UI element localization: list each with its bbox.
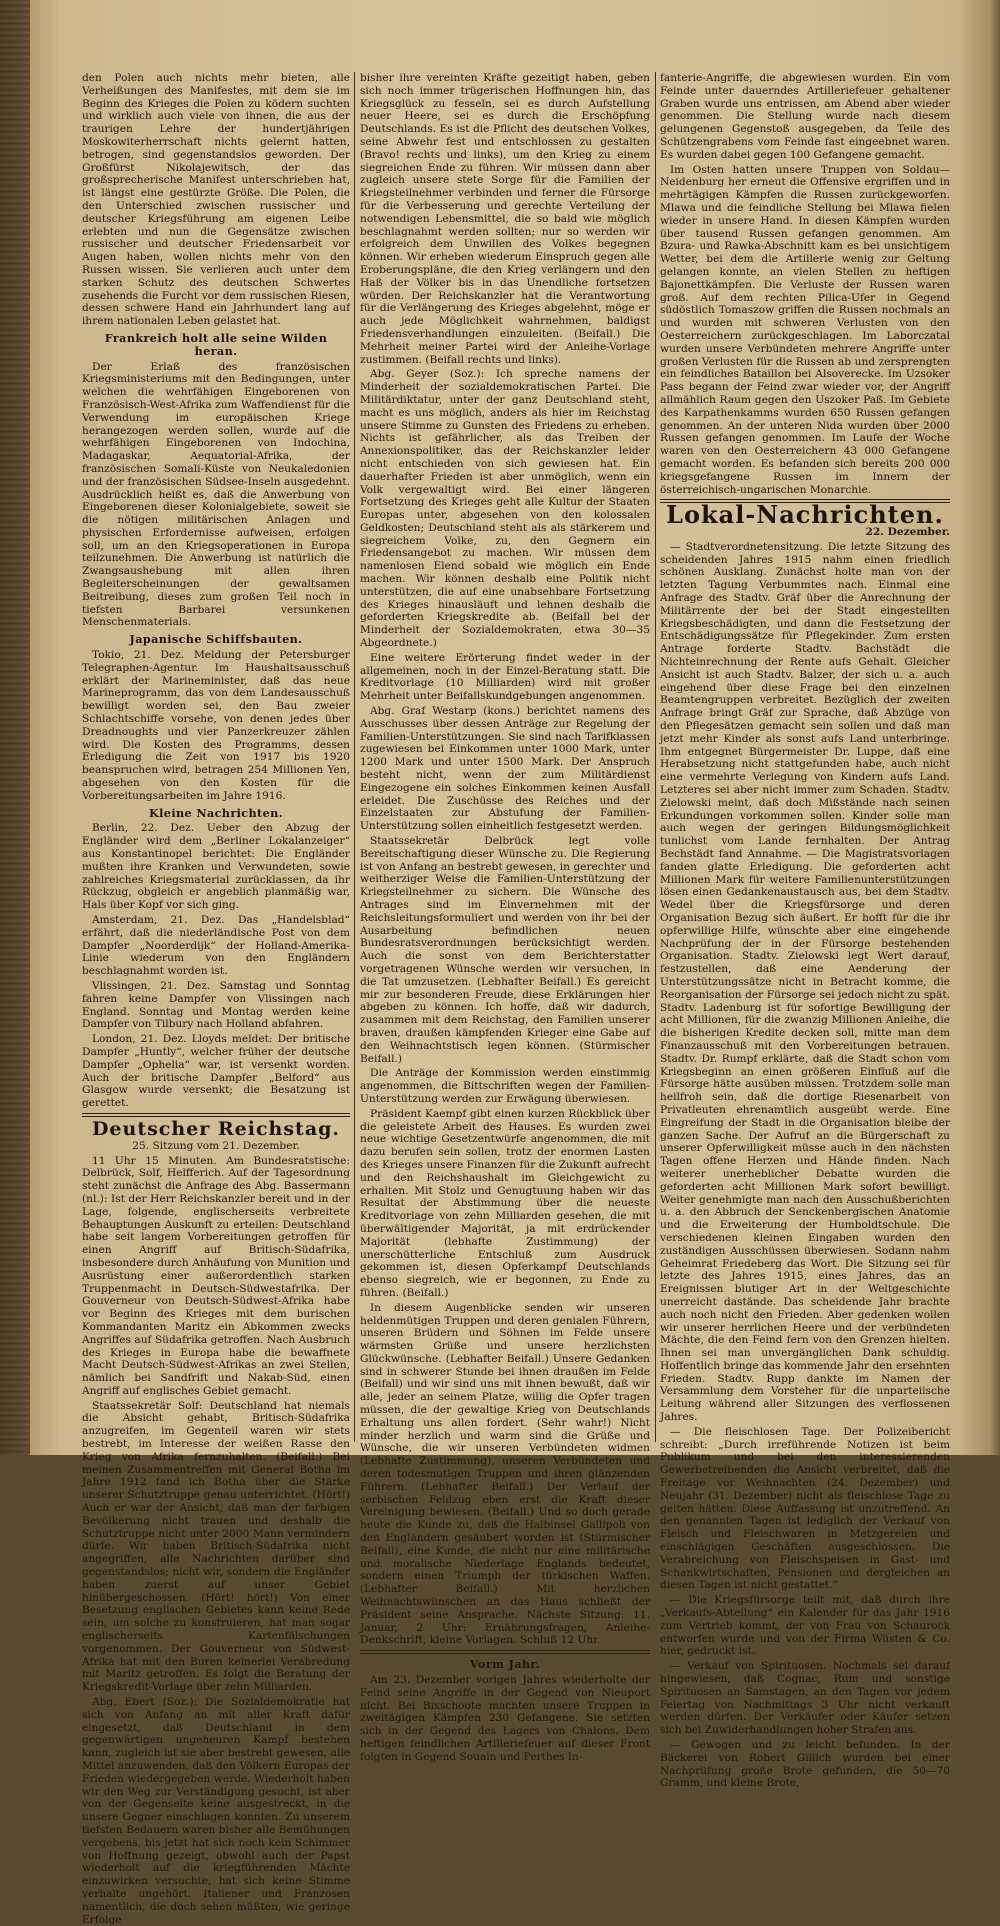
- headline-japanische-schiffsbauten: Japanische Schiffsbauten.: [129, 632, 303, 647]
- article-paragraph: Abg. Graf Westarp (kons.) berichtet namens des Ausschusses über dessen Anträge zur Regelung der Familien-Unterstützungen. Sie sind nach Tarifklassen zugewiesen bei Einkommen unter 1000 Mark, unter 1200 Mark und unter 1500 Mark. Der Anspruch besteht nicht, wenn der zum Militärdienst Eingezogene ein solches Einkommen keinen Ausfall erleidet. Die Zuschüsse des Reiches und der Einzelstaaten zur Abstufung der Familien-Unterstützung sollen einheitlich festgesetzt werden.: [360, 705, 650, 833]
- news-item: — Die Kriegsfürsorge teilt mit, daß durch ihre „Verkaufs-Abteilung“ ein Kalender für das Jahr 1916 zum Vertrieb kommt, der von Frau von Schaurock entworfen wurde und von der Firma Wüsten & Co. hier, gedruckt ist.: [660, 1594, 950, 1658]
- headline-vorm-jahr: Vorm Jahr.: [469, 1657, 541, 1672]
- article-paragraph: Präsident Kaempf gibt einen kurzen Rückblick über die geleistete Arbeit des Hauses. Es wurden zwei neue wichtige Gesetzentwürfe angenommen, die mit dazu berufen sein sollen, trotz der enormen Lasten des Krieges unsere Finanzen für die Zukunft aufrecht und den Reichshaushalt im Gleichgewicht zu erhalten. Mit Stolz und Genugtuung haben wir das Resultat der Abstimmung über die neueste Kreditvorlage von zehn Milliarden gesehen, die mit überwältigender Majorität, ja mit erdrückender Majorität (lebhafte Zustimmung) der unerschütterliche Entschluß zum Ausdruck gekommen ist, diesen Opferkampf Deutschlands ebenso siegreich, wie er begonnen, zu Ende zu führen. (Beifall.): [360, 1107, 650, 1299]
- section-divider: [82, 1113, 350, 1117]
- section-divider: [360, 1650, 650, 1654]
- news-item: — Verkauf von Spirituosen. Nochmals sei darauf hingewiesen, daß Cognac, Rum und sonstige Spirituosen an Samstagen, an den Tagen vor jedem Feiertag von Nachmittags 3 Uhr nicht verkauft werden dürfen. Der Verkäufer oder Käufer setzen sich bei Zuwiderhandlungen hoher Strafen aus.: [660, 1660, 950, 1737]
- article-paragraph: Staatssekretär Delbrück legt volle Bereitschaftigung dieser Wünsche zu. Die Regierung ist von Anfang an bestrebt gewesen, in gerechter und weitherziger Weise die Familien-Unterstützung der Kriegsteilnehmer zu sichern. Die Wünsche des Antrages sind im Einvernehmen mit der Reichsleitungsformuliert und werden von ihr bei der Ausarbeitung befindlichen neuen Bundesratsverordnungen berücksichtigt werden. Auch die sonst von dem Berichterstatter vorgetragenen Wünsche werden wir versuchen, in die Tat umzusetzen. (Lebhafter Beifall.) Es gereicht mir zur besonderen Freude, diese Erklärungen hier abgeben zu können. Ich hoffe, daß wir dadurch, zusammen mit dem Reichstag, den Familien unserer braven, draußen kämpfenden Krieger eine Gabe auf den Weihnachtstisch legen können. (Stürmischer Beifall.): [360, 835, 650, 1065]
- article-paragraph: Staatssekretär Solf: Deutschland hat niemals die Absicht gehabt, Britisch-Südafrika anzugreifen, im Gegenteil waren wir stets bestrebt, im Interesse der weißen Rasse den Krieg von Afrika fernzuhalten. (Beifall.) Bei meinen Zusammentreffen mit General Botha im Jahre 1912 fand ich Botha über die Stärke unserer Schutztruppe genau unterrichtet. (Hört!) Auch er war der Ansicht, daß man der farbigen Bevölkerung nicht trauen und deshalb die Schutztruppe nicht unter 2000 Mann vermindern dürfe. Wir haben Britisch-Südafrika nicht angegriffen, alle Nachrichten darüber sind gegenstandslos; nicht wir, sondern die Engländer haben zuerst auf unser Gebiet hinübergeschossen. (Hört! hört!) Von einer Besetzung englischen Gebietes kann keine Rede sein, um solche zu konstruieren, hat man sogar englischerseits Kartenfälschungen vorgenommen. Der Gouverneur von Südwest-Afrika hat mit den Buren keinerlei Verabredung mit Maritz getroffen. Es folgt die Beratung der Kriegskredit-Vorlage über zehn Milliarden.: [82, 1399, 350, 1694]
- news-item: Amsterdam, 21. Dez. Das „Handelsblad“ erfährt, daß die niederländische Post von dem Dampfer „Noorderdijk“ der Holland-Amerika-Linie wiederum von den Engländern beschlagnahmt worden ist.: [82, 914, 350, 978]
- headline-frankreich: Frankreich holt alle seine Wilden heran.: [104, 330, 328, 358]
- headline-kleine-nachrichten: Kleine Nachrichten.: [149, 805, 283, 820]
- article-paragraph: Am 23. Dezember vorigen Jahres wiederholte der Feind seine Angriffe in der Gegend von Nieuport nicht. Bei Bixschoote machten unsere Truppen in zweitägigen Kämpfen 230 Gefangene. Sie setzten sich in der Gegend des Lagers von Chalons. Dem heftigen feindlichen Artilleriefeuer auf dieser Front folgten in Gegend Souain und Perthes In-: [360, 1674, 650, 1763]
- article-continuation: fanterie-Angriffe, die abgewiesen wurden. Ein vom Feinde unter dauerndes Artilleriefeuer gehaltener Graben wurde uns entrissen, am Abend aber wieder genommen. Die Stellung wurde nach diesem gelungenen Gegenstoß ausgegeben, da Teile des Schützengrabens vom Feinde fast eingeebnet waren. Es wurden dabei gegen 100 Gefangene gemacht.: [660, 72, 950, 161]
- article-paragraph: Eine weitere Erörterung findet weder in der allgemeinen, noch in der Einzel-Beratung statt. Die Kreditvorlage (10 Milliarden) wird mit großer Mehrheit unter Beifallskundgebungen angenommen.: [360, 651, 650, 703]
- article-paragraph: 11 Uhr 15 Minuten. Am Bundesratstische: Delbrück, Solf, Helfferich. Auf der Tagesordnung steht zunächst die Anfrage des Abg. Bassermann (nl.): Ist der Herr Reichskanzler bereit und in der Lage, folgende, englischerseits verbreitete Behauptungen Auskunft zu erteilen: Deutschland habe seit langem Vorbereitungen getroffen für einen Angriff auf Britisch-Südafrika, insbesondere durch Anhäufung von Munition und Ausrüstung einer außerordentlich starken Truppenmacht in Deutsch-Südwestafrika. Der Gouverneur von Deutsch-Südwest-Afrika habe vor Beginn des Krieges mit dem burischen Kommandanten Maritz ein Abkommen zwecks Angriffes auf Südafrika getroffen. Nach Ausbruch des Krieges in Europa habe die bewaffnete Macht Deutsch-Südwest-Afrikas an zwei Stellen, nämlich bei Sandfrift und Nakab-Süd, einen Angriff auf englisches Gebiet gemacht.: [82, 1154, 350, 1397]
- dateline: 22. Dezember.: [865, 526, 950, 539]
- column-3: [660, 72, 950, 1790]
- article-paragraph: Die Anträge der Kommission werden einstimmig angenommen, die Bittschriften wegen der Familien-Unterstützung werden zur Erwägung überwiesen.: [360, 1067, 650, 1105]
- news-item: — Die fleischlosen Tage. Der Polizeibericht schreibt: „Durch irreführende Notizen ist beim Publikum und bei den interessierenden Gewerbetreibenden die Ansicht verbreitet, daß die Freitage vor Weihnachten (24. Dezember) und Neujahr (31. Dezember) nicht als fleischlose Tage zu gelten hätten. Diese Auffassung ist unzutreffend. An den genannten Tagen ist lediglich der Verkauf von Fleisch und Fleischwaren in Metzgereien und einschlägigen Geschäften ausgeschlossen. Die Verabreichung von Fleischspeisen in Gast- und Schankwirtschaften, Pensionen und dergleichen an diesen Tagen ist nicht gestattet.“: [660, 1425, 950, 1592]
- article-paragraph: Im Osten hatten unsere Truppen von Soldau—Neidenburg her erneut die Offensive ergriffen und in mehrtägigen Kämpfen die Russen zurückgeworfen. Mlawa und die feindliche Stellung bei Mlawa fielen wieder in unsere Hand. In diesen Kämpfen wurden über tausend Russen gefangen genommen. Am Bzura- und Rawka-Abschnitt kam es bei unsichtigem Wetter, bei dem die Artillerie wenig zur Geltung gelangen konnte, an vielen Stellen zu heftigen Bajonettkämpfen. Die Verluste der Russen waren groß. Auf dem rechten Pilica-Ufer in Gegend südöstlich Tomaszow griffen die Russen nochmals an und wurden mit schweren Verlusten von den Oesterreichern zurückgeschlagen. Im Laborczatal wurden unsere Verbündeten mehrere Angriffe unter großen Verlusten für die Russen ab und zersprengten ein feindliches Bataillon bei Alsoverecke. Im Uzsoker Pass begann der Feind zwar wieder vor, der Angriff allmählich Raum gegen den Uszoker Paß. Im Gebiete des Karpathenkamms wurden 650 Russen gefangen genommen. An der unteren Nida wurden über 2000 Russen gefangen genommen. Im Laufe der Woche waren von den Oesterreichern 43 000 Gefangene gemacht worden. Es befanden sich bereits 200 000 kriegsgefangene Russen im Innern der österreichisch-ungarischen Monarchie.: [660, 163, 950, 496]
- article-paragraph: Tokio, 21. Dez. Meldung der Petersburger Telegraphen-Agentur. Im Haushaltsausschuß erklärt der Marineminister, daß das neue Marineprogramm, das von dem Landesausschuß bewilligt worden sei, den Bau zweier Schlachtschiffe vorsehe, von denen jedes über Dreadnoughts und vier Panzerkreuzer zählen wird. Die Kosten des Programms, dessen Erledigung die Zeit von 1917 bis 1920 beanspruchen wird, betragen 254 Millionen Yen, abgesehen von den Kosten für die Vorbereitungsarbeiten im Jahre 1916.: [82, 649, 350, 802]
- article-paragraph: In diesem Augenblicke senden wir unseren heldenmütigen Truppen und deren genialen Führern, unseren Brüdern und Söhnen im Felde unsere wärmsten Grüße und unsere herzlichsten Glückwünsche. (Lebhafter Beifall.) Unsere Gedanken sind in schwerer Stunde bei ihnen draußen im Felde (Beifall) und wir sind uns mit ihnen bewußt, daß wir alle, jeder an seinem Platze, willig die Opfer tragen müssen, die der gewaltige Krieg von Deutschlands Erhaltung uns allen fordert. (Sehr wahr!) Nicht minder herzlich und warm sind die Grüße und Wünsche, die wir unseren Verbündeten widmen (Lebhafte Zustimmung), unseren Verbündeten und deren todesmutigen Truppen und ihren glänzenden Führern. (Lebhafter Beifall.) Der Verlauf der serbischen Feldzug eben erst die Kraft dieser Vereinigung bewiesen. (Beifall.) Und so doch gerade heute die Kunde zu, daß die Halbinsel Gallipoli von den Engländern gesäubert worden ist (Stürmischer Beifall), eine Kunde, die nicht nur eine militärische und moralische Niederlage Englands bedeutet, sondern einen Triumph der türkischen Waffen. (Lebhafter Beifall.) Mit herzlichen Weihnachtswünschen an das Haus schließt der Präsident seine Ansprache. Nächste Sitzung: 11. Januar, 2 Uhr: Ernährungsfragen, Anleihe-Denkschrift, kleine Vorlagen. Schluß 12 Uhr.: [360, 1301, 650, 1647]
- news-item: Berlin, 22. Dez. Ueber den Abzug der Engländer wird dem „Berliner Lokalanzeiger“ aus Konstantinopel berichtet: Die Engländer mußten ihre Kranken und Verwundeten, sowie zahlreiches Kriegsmaterial zurücklassen, da ihr Rückzug, obgleich er angeblich planmäßig war, Hals über Kopf vor sich ging.: [82, 822, 350, 912]
- article-paragraph: Abg. Ebert (Soz.): Die Sozialdemokratie hat sich von Anfang an mit aller Kraft dafür eingesetzt, daß Deutschland in dem gegenwärtigen ungeheuren Kampf bestehen kann, zugleich ist sie aber bestrebt gewesen, alle Mittel anzuwenden, daß den Völkern Europas der Frieden wiedergegeben werde. Wiederholt haben wir den Weg zur Verständigung gesucht, ist aber von der Gegenseite keine ausgestreckt, in die unsere Gegner einschlagen konnten. Zu unserem tiefsten Bedauern waren bisher alle Bemühungen vergebens, bis jetzt hat sich noch kein Schimmer von Hoffnung gezeigt, obwohl auch der Papst wiederholt auf die kriegführenden Mächte einzuwirken versuchte, hat sich keine Stimme verhalte ungehört. Italiener und Franzosen namentlich, die doch sehen müßten, wie geringe Erfolge: [82, 1696, 350, 1926]
- article-paragraph: Abg. Geyer (Soz.): Ich spreche namens der Minderheit der sozialdemokratischen Partei. Die Militärdiktatur, unter der ganz Deutschland steht, macht es uns möglich, anders als hier im Reichstag unsere Stimme zu Gunsten des Friedens zu erheben. Nichts ist gefährlicher, als das Treiben der Annexionspolitiker, das der Reichskanzler leider nicht entschieden von sich gewiesen hat. Ein dauerhafter Frieden ist aber unmöglich, wenn ein Volk vergewaltigt wird. Bei einer längeren Fortsetzung des Krieges geht alle Kultur der Staaten Europas unter, abgesehen von den kolossalen Geldkosten; Deutschland steht als als stärkerem und siegreichem Volke, zu, den Gegnern ein Friedensangebot zu machen. Wir müssen dem namenlosen Elend sobald wie möglich ein Ende machen. Wir können deshalb eine Politik nicht unterstützen, die auf eine unabsehbare Fortsetzung des Krieges hinausläuft und lehnen deshalb die geforderten Kriegskredite ab. (Beifall bei der Minderheit der Sozialdemokraten, etwa 30—35 Abgeordnete.): [360, 368, 650, 650]
- newspaper-page: [72, 72, 972, 1926]
- column-rule: [354, 72, 355, 1442]
- session-info: 25. Sitzung vom 21. Dezember.: [132, 1139, 300, 1152]
- news-item: London, 21. Dez. Lloyds meldet: Der britische Dampfer „Huntly“, welcher früher der deutsche Dampfer „Ophelia“ war, ist versenkt worden. Auch der britische Dampfer „Belford“ aus Glasgow wurde versenkt; die Besatzung ist gerettet.: [82, 1033, 350, 1110]
- article-paragraph: Der Erlaß des französischen Kriegsministeriums mit den Bedingungen, unter welchen die wehrfähigen Eingeborenen von Französisch-West-Afrika zum Waffendienst für die Verwendung im europäischen Kriege herangezogen werden sollen, wurde auf die wehrfähigen Eingeborenen von Indochina, Madagaskar, Aequatorial-Afrika, der französischen Somali-Küste von Neukaledonien und der französischen Südsee-Inseln ausgedehnt. Ausdrücklich heißt es, daß die Anwerbung von Eingeborenen dieser Kolonialgebiete, soweit sie die nötigen militärischen Anlagen und physischen Erfordernisse aufweisen, erfolgen soll, um an den Kriegsoperationen in Europa teilzunehmen. Die Anwerbung ist natürlich die Zwangsaushebung mit allen ihren Begleiterscheinungen der gewaltsamen Beitreibung, dieses zum großen Teil noch in tiefsten Barbarei versunkenen Menschenmaterials.: [82, 360, 350, 629]
- article-continuation: bisher ihre vereinten Kräfte gezeitigt haben, geben sich noch immer trügerischen Hoffnungen hin, das Kriegsglück zu fesseln, sei es durch Aufstellung neuer Heere, sei es durch die Erschöpfung Deutschlands. Es ist die Pflicht des deutschen Volkes, seine Abwehr fest und entschlossen zu gestalten (Bravo! rechts und links), um den Krieg zu einem siegreichen Ende zu führen. Wir müssen dann aber zugleich unsere stete Sorge für die Familien der Kriegsteilnehmer verbinden und ferner die Fürsorge für die Verbesserung und gerechte Verteilung der notwendigen Lebensmittel, die so bald wie möglich beschlagnahmt werden sollten; nur so werden wir erfolgreich dem Unwillen des Volkes begegnen können. Wir erheben wiederum Einspruch gegen alle Eroberungspläne, die den Krieg verlängern und den Haß der Völker bis in das Unendliche fortsetzen würden. Der Reichskanzler hat die Verantwortung für die Verlängerung des Krieges abgelehnt, möge er auch jede Möglichkeit wahrnehmen, baldigst Friedensverhandlungen einzuleiten. (Beifall.) Die Mehrheit meiner Partei wird der Anleihe-Vorlage zustimmen. (Beifall rechts und links).: [360, 72, 650, 366]
- book-binding-edge: [0, 0, 30, 1455]
- news-item: Vlissingen, 21. Dez. Samstag und Sonntag fahren keine Dampfer von Vlissingen nach England. Sonntag und Montag werden keine Dampfer von Tilbury nach Holland abfahren.: [82, 979, 350, 1031]
- column-2: [360, 72, 650, 1763]
- column-1: [82, 72, 350, 1926]
- news-item: — Gewogen und zu leicht befunden. In der Bäckerei von Robert Gillich wurden bei einer Nachprüfung große Brote gefunden, die 50—70 Gramm, und kleine Brote,: [660, 1739, 950, 1790]
- news-item: — Stadtverordnetensitzung. Die letzte Sitzung des scheidenden Jahres 1915 nahm einen friedlich schönen Ausklang. Zunächst holte man von der letzten Tagung Verbummtes nach. Einmal eine Anfrage des Stadtv. Gräf über die Anrechnung der Militärrente der bei der Stadt eingestellten Kriegsbeschädigten, und dann die Festsetzung der Entschädigungssätze für Pflegekinder. Zum ersten Antrage forderte Stadtv. Bachstädt die Nichteinrechnung der Rente aufs Gehalt. Gleicher Ansicht ist auch Stadtv. Balzer, der sich u. a. auch eingehend über diese Frage bei den einzelnen Beamtengruppen verbreitet. Bezüglich der zweiten Anfrage bringt Gräf zur Sprache, daß Abzüge von den Pflegesätzen gemacht sein sollen und daß man jetzt mehr Kinder als sonst aufs Land unterbringe. Ihm entgegnet Bürgermeister Dr. Luppe, daß eine Herabsetzung nicht stattgefunden habe, auch nicht eine vermehrte Verlegung von Kindern aufs Land. Letzteres sei aber nicht immer zum Schaden. Stadtv. Zielowski meint, daß doch Mißstände nach seinen Erkundungen vorkommen sollen. Kinder solle man auch wegen der geringen Bildungsmöglichkeit tunlichst vom Lande fernhalten. Der Antrag Bechstädt fand Annahme. — Die Magistratsvorlagen fanden glatte Erledigung. Die geforderten acht Millionen Mark für weitere Familienunterstützungen lösen einen Gedankenaustausch aus, bei dem Stadtv. Wedel über die Kriegsfürsorge und deren Organisation Bezug sich äußert. Er hofft für die ihr opferwillige Hilfe, wünschte aber eine eingehende Nachprüfung der in der Fürsorge bestehenden Organisation. Stadtv. Zielowski legt Wert darauf, festzustellen, daß eine Aenderung der Unterstützungssätze nicht in Betracht komme, die Reorganisation der Fürsorge sei jedoch nicht zu spät. Stadtv. Ladenburg ist für sofortige Bewilligung der acht Millionen, für die zwanzig Millionen Anleihe, die die bisherigen Kredite decken soll, mitte man dem Finanzausschuß mit den Vorbereitungen betrauen. Stadtv. Dr. Rumpf erklärte, daß die Stadt schon vom Kriegsbeginn an einen größeren Einfluß auf die Fürsorge hätte ausüben müssen. Trotzdem solle man heilfroh sein, daß die dortige Riesenarbeit von Privatleuten ehrenamtlich ausgeübt werde. Eine Eingreifung der Stadt in die Organisation bleibe der ganzen Sache. Der Aufruf an die Bürgerschaft zu unserer Opferwilligkeit müsse auch in den nächsten Tagen offene Herzen und Hände finden. Nach weiterer unerheblicher Debatte wurden die geforderten acht Millionen Mark sofort bewilligt. Weiter genehmigte man nach den Ausschußberichten u. a. den Abbruch der Senckenbergischen Anatomie und die Erweiterung der Humboldtschule. Die verschiedenen kleinen Eingaben wurden den zuständigen Ausschüssen überwiesen. Sodann nahm Geheimrat Friedeberg das Wort. Die Sitzung sei für letzte des Jahres 1915, eines Jahres, das an Ereignissen blutiger Art in der Weltgeschichte unerreicht dastände. Das scheidende Jahr brachte auch noch nicht den Frieden. Aber gedenken wollen wir unserer herrlichen Heere und der verbündeten Mächte, die den Feind fern von den Grenzen hielten. Ihnen sei man unvergänglichen Dank schuldig. Hoffentlich bringe das kommende Jahr den ersehnten Frieden. Stadtv. Rupp dankte im Namen der Versammlung dem Vorsteher für die unparteiische Leitung während aller Sitzungen des verflossenen Jahres.: [660, 540, 950, 1424]
- headline-lokal-nachrichten: Lokal-Nachrichten.: [666, 500, 944, 530]
- article-continuation: den Polen auch nichts mehr bieten, alle Verheißungen des Manifestes, mit dem sie im Beginn des Krieges die Polen zu ködern suchten und wirklich auch viele von ihnen, die aus der traurigen Lehre der hundertjährigen Moskowiterherrschaft nichts gelernt hatten, betrogen, sind gegenstandslos geworden. Der Großfürst Nikolajewitsch, der das großsprecherische Manifest unterschrieben hat, ist längst eine gestürzte Größe. Die Polen, die den Unterschied zwischen russischer und deutscher Kriegsführung am eigenen Leibe erlebten und nun die Gegensätze zwischen russischer und deutscher Friedensarbeit vor Augen haben, wollen nichts mehr von den Russen wissen. Sie verlieren auch unter dem starken Schutz des deutschen Schwertes zusehends die Furcht vor dem russischen Riesen, dessen schwere Hand ein Jahrhundert lang auf ihrem nationalen Leben gelastet hat.: [82, 72, 350, 328]
- headline-deutscher-reichstag: Deutscher Reichstag.: [91, 1117, 341, 1140]
- column-rule: [655, 72, 656, 1442]
